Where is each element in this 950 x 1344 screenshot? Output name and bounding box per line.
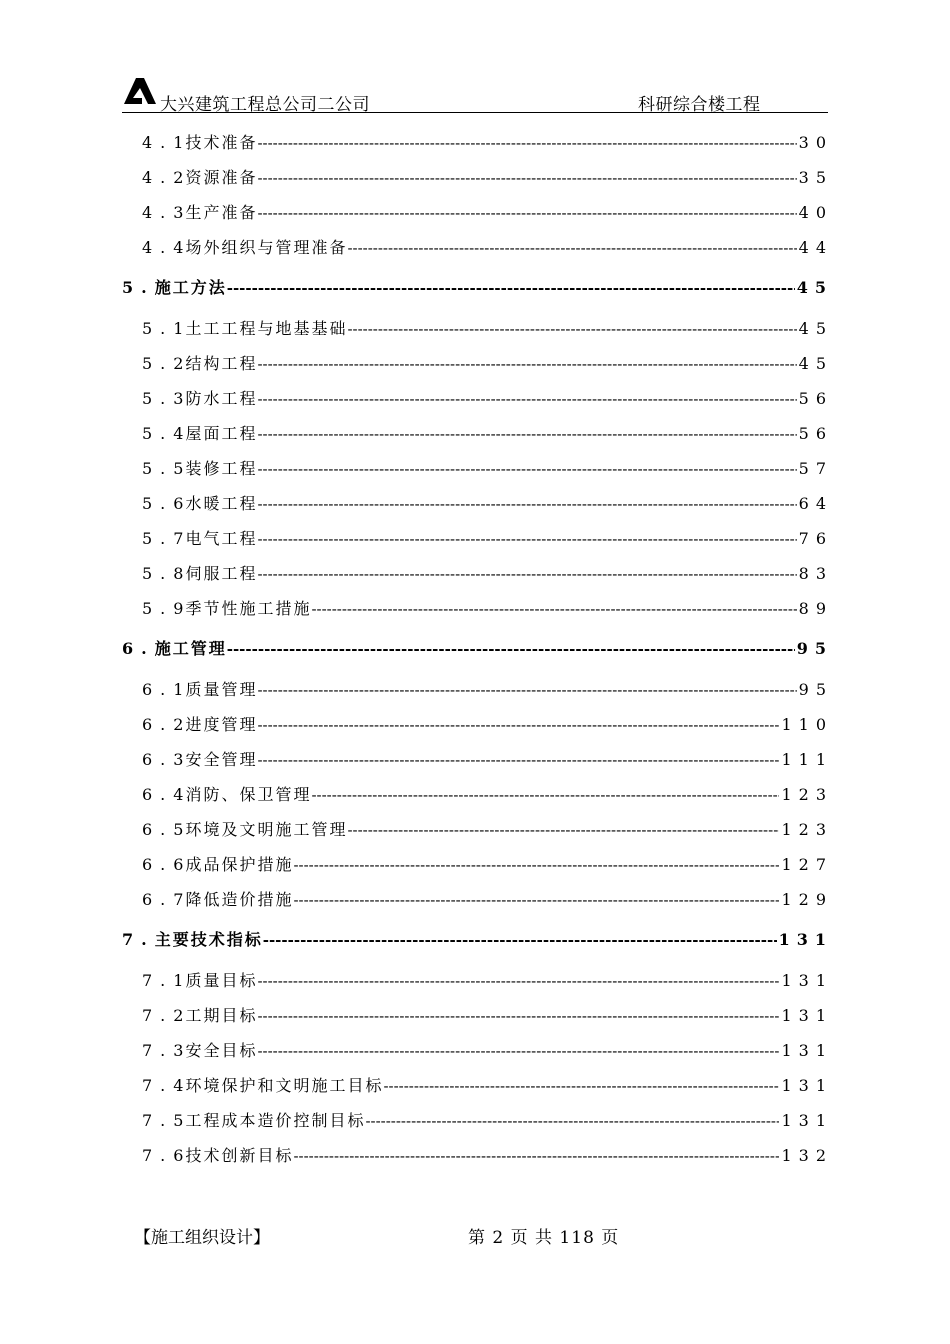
toc-entry-page: 57 — [798, 459, 833, 478]
toc-entry-title: 施工方法 — [154, 278, 227, 297]
toc-entry-page: 56 — [798, 389, 833, 408]
toc-dot-leader — [257, 522, 796, 557]
toc-entry-number: 4. — [142, 238, 174, 257]
toc-entry-page: 76 — [798, 529, 833, 548]
toc-entry-title: 1质量目标 — [173, 971, 258, 990]
toc-subsection-entry[interactable] — [122, 125, 833, 160]
toc-subsection-entry[interactable] — [122, 521, 833, 556]
toc-entry-number: 5. — [142, 564, 174, 583]
toc-dot-leader — [257, 743, 779, 778]
toc-entry-page: 89 — [798, 599, 833, 618]
toc-entry-title: 6技术创新目标 — [173, 1146, 294, 1165]
toc-subsection-entry[interactable] — [122, 672, 833, 707]
toc-entry-title: 3安全目标 — [173, 1041, 258, 1060]
toc-dot-leader — [257, 557, 796, 592]
company-logo-icon — [122, 76, 158, 106]
toc-entry-title: 3生产准备 — [173, 203, 258, 222]
toc-entry-page: 44 — [798, 238, 833, 257]
toc-entry-number: 5. — [142, 354, 174, 373]
toc-entry-page: 83 — [798, 564, 833, 583]
toc-dot-leader — [257, 126, 796, 161]
toc-entry-page: 64 — [798, 494, 833, 513]
toc-entry-title: 9季节性施工措施 — [173, 599, 312, 618]
toc-entry-title: 6水暖工程 — [173, 494, 258, 513]
toc-dot-leader — [257, 999, 779, 1034]
toc-entry-number: 6. — [142, 750, 174, 769]
toc-entry-page: 110 — [781, 715, 833, 734]
toc-entry-title: 主要技术指标 — [154, 930, 263, 949]
toc-subsection-entry[interactable] — [122, 882, 833, 917]
toc-dot-leader — [257, 417, 796, 452]
toc-entry-page: 129 — [781, 890, 833, 909]
toc-subsection-entry[interactable] — [122, 195, 833, 230]
toc-entry-number: 6. — [142, 680, 174, 699]
page-number: 第 2 页 共 118 页 — [468, 1228, 620, 1248]
toc-subsection-entry[interactable] — [122, 742, 833, 777]
toc-entry-number: 6. — [142, 855, 174, 874]
toc-entry-number: 7. — [142, 1111, 174, 1130]
toc-dot-leader — [257, 487, 796, 522]
toc-dot-leader — [365, 1104, 779, 1139]
toc-entry-number: 5. — [142, 494, 174, 513]
toc-dot-leader — [293, 848, 779, 883]
toc-entry-title: 5工程成本造价控制目标 — [173, 1111, 366, 1130]
toc-entry-number: 6. — [142, 890, 174, 909]
toc-dot-leader — [293, 1139, 779, 1174]
toc-dot-leader — [257, 161, 796, 196]
toc-entry-title: 1土工工程与地基基础 — [173, 319, 348, 338]
toc-dot-leader — [257, 708, 779, 743]
toc-subsection-entry[interactable] — [122, 346, 833, 381]
toc-entry-page: 40 — [798, 203, 833, 222]
toc-entry-title: 5环境及文明施工管理 — [173, 820, 348, 839]
toc-entry-title: 2资源准备 — [173, 168, 258, 187]
toc-dot-leader — [347, 231, 796, 266]
toc-entry-page: 131 — [781, 971, 833, 990]
toc-entry-number: 5. — [142, 389, 174, 408]
toc-entry-number: 5. — [142, 529, 174, 548]
toc-dot-leader — [227, 265, 795, 311]
toc-entry-title: 4消防、保卫管理 — [173, 785, 312, 804]
toc-entry-page: 95 — [796, 639, 833, 658]
toc-entry-page: 45 — [798, 354, 833, 373]
toc-subsection-entry[interactable] — [122, 998, 833, 1033]
toc-entry-page: 45 — [796, 278, 833, 297]
toc-entry-number: 6. — [122, 639, 155, 658]
page-header — [122, 74, 828, 113]
toc-dot-leader — [347, 312, 796, 347]
project-name: 科研综合楼工程 — [638, 95, 761, 115]
toc-entry-title: 1技术准备 — [173, 133, 258, 152]
table-of-contents — [122, 125, 833, 1173]
toc-entry-title: 7电气工程 — [173, 529, 258, 548]
toc-entry-page: 131 — [778, 930, 833, 949]
toc-entry-number: 5. — [142, 459, 174, 478]
toc-entry-title: 1质量管理 — [173, 680, 258, 699]
toc-entry-number: 5. — [142, 319, 174, 338]
toc-entry-page: 131 — [781, 1006, 833, 1025]
toc-subsection-entry[interactable] — [122, 230, 833, 265]
toc-dot-leader — [293, 883, 779, 918]
toc-dot-leader — [257, 452, 796, 487]
toc-subsection-entry[interactable] — [122, 591, 833, 626]
toc-entry-page: 123 — [781, 785, 833, 804]
toc-dot-leader — [257, 196, 796, 231]
toc-section-entry[interactable] — [122, 917, 833, 963]
toc-subsection-entry[interactable] — [122, 451, 833, 486]
toc-entry-number: 7. — [142, 971, 174, 990]
toc-entry-title: 施工管理 — [154, 639, 227, 658]
toc-entry-title: 2进度管理 — [173, 715, 258, 734]
toc-dot-leader — [383, 1069, 779, 1104]
toc-subsection-entry[interactable] — [122, 1103, 833, 1138]
toc-entry-page: 131 — [781, 1111, 833, 1130]
toc-entry-number: 4. — [142, 168, 174, 187]
toc-entry-page: 45 — [798, 319, 833, 338]
toc-entry-page: 132 — [781, 1146, 833, 1165]
toc-entry-title: 3防水工程 — [173, 389, 258, 408]
company-name: 大兴建筑工程总公司二公司 — [160, 95, 370, 115]
toc-entry-title: 2工期目标 — [173, 1006, 258, 1025]
toc-subsection-entry[interactable] — [122, 486, 833, 521]
toc-subsection-entry[interactable] — [122, 812, 833, 847]
toc-entry-page: 35 — [798, 168, 833, 187]
toc-entry-page: 131 — [781, 1076, 833, 1095]
toc-entry-number: 6. — [142, 820, 174, 839]
toc-subsection-entry[interactable] — [122, 1068, 833, 1103]
toc-entry-number: 7. — [122, 930, 155, 949]
toc-entry-title: 4屋面工程 — [173, 424, 258, 443]
toc-dot-leader — [347, 813, 779, 848]
toc-entry-number: 4. — [142, 203, 174, 222]
toc-entry-title: 8伺服工程 — [173, 564, 258, 583]
toc-entry-number: 7. — [142, 1041, 174, 1060]
toc-entry-number: 6. — [142, 785, 174, 804]
toc-subsection-entry[interactable] — [122, 847, 833, 882]
toc-entry-page: 111 — [781, 750, 833, 769]
toc-entry-number: 7. — [142, 1006, 174, 1025]
toc-entry-number: 4. — [142, 133, 174, 152]
toc-entry-title: 5装修工程 — [173, 459, 258, 478]
toc-dot-leader — [257, 964, 779, 999]
toc-section-entry[interactable] — [122, 626, 833, 672]
toc-entry-title: 6成品保护措施 — [173, 855, 294, 874]
toc-subsection-entry[interactable] — [122, 1033, 833, 1068]
toc-entry-title: 7降低造价措施 — [173, 890, 294, 909]
toc-dot-leader — [257, 1034, 779, 1069]
toc-entry-page: 56 — [798, 424, 833, 443]
toc-subsection-entry[interactable] — [122, 1138, 833, 1173]
toc-entry-number: 7. — [142, 1146, 174, 1165]
toc-subsection-entry[interactable] — [122, 381, 833, 416]
toc-subsection-entry[interactable] — [122, 160, 833, 195]
toc-dot-leader — [257, 382, 796, 417]
toc-dot-leader — [311, 592, 796, 627]
toc-dot-leader — [257, 673, 796, 708]
toc-entry-title: 4环境保护和文明施工目标 — [173, 1076, 384, 1095]
toc-dot-leader — [227, 626, 795, 672]
toc-entry-number: 5. — [142, 424, 174, 443]
toc-subsection-entry[interactable] — [122, 311, 833, 346]
toc-subsection-entry[interactable] — [122, 416, 833, 451]
document-title: 【施工组织设计】 — [134, 1228, 270, 1248]
toc-dot-leader — [311, 778, 779, 813]
toc-entry-title: 2结构工程 — [173, 354, 258, 373]
toc-subsection-entry[interactable] — [122, 777, 833, 812]
toc-section-entry[interactable] — [122, 265, 833, 311]
toc-subsection-entry[interactable] — [122, 963, 833, 998]
toc-dot-leader — [257, 347, 796, 382]
toc-entry-page: 95 — [798, 680, 833, 699]
toc-subsection-entry[interactable] — [122, 707, 833, 742]
toc-entry-number: 6. — [142, 715, 174, 734]
toc-entry-title: 3安全管理 — [173, 750, 258, 769]
toc-entry-title: 4场外组织与管理准备 — [173, 238, 348, 257]
toc-entry-number: 5. — [122, 278, 155, 297]
toc-subsection-entry[interactable] — [122, 556, 833, 591]
toc-dot-leader — [263, 917, 777, 963]
toc-entry-page: 123 — [781, 820, 833, 839]
toc-entry-number: 5. — [142, 599, 174, 618]
toc-entry-number: 7. — [142, 1076, 174, 1095]
toc-entry-page: 131 — [781, 1041, 833, 1060]
toc-entry-page: 30 — [798, 133, 833, 152]
toc-entry-page: 127 — [781, 855, 833, 874]
